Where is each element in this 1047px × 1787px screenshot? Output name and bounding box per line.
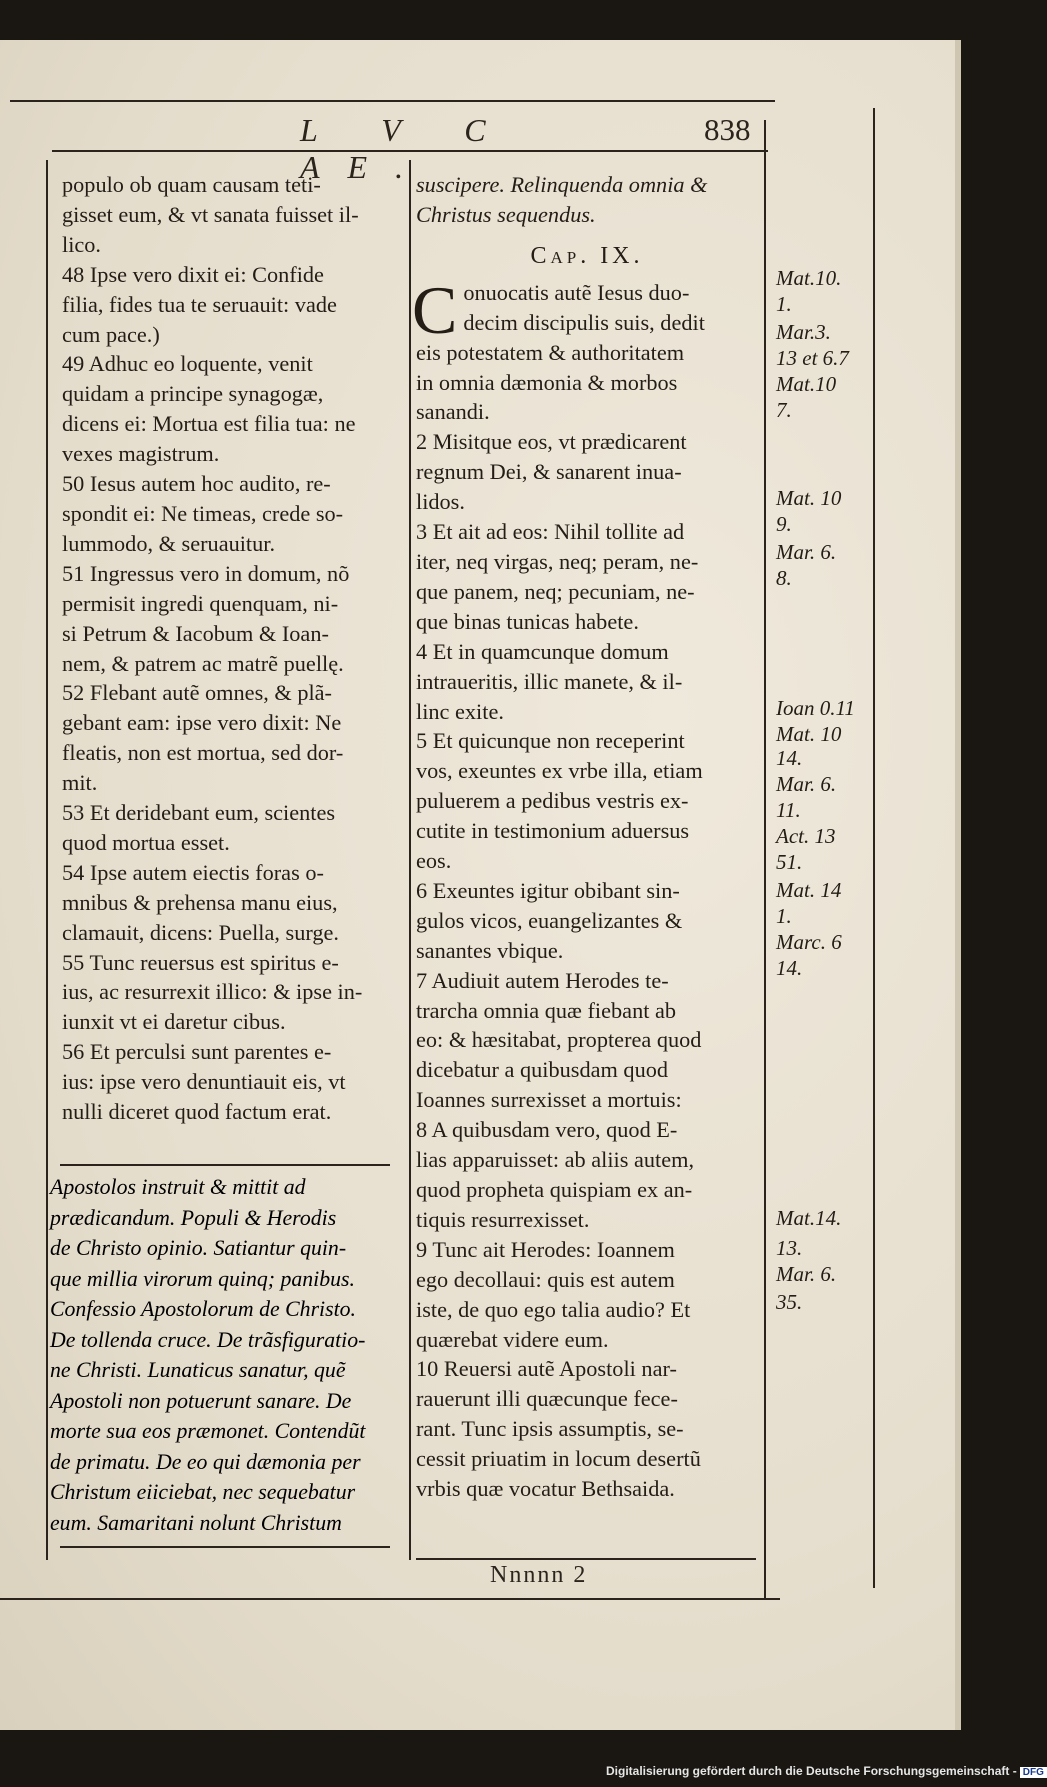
- verse-line: lico.: [62, 231, 102, 257]
- drop-capital: C: [412, 271, 458, 348]
- verse-line: in omnia dæmonia & morbos: [416, 369, 678, 395]
- summary-line: Christum eiiciebat, nec sequebatur: [50, 1480, 356, 1504]
- opening-line: onuocatis autẽ Iesus duo-: [463, 279, 690, 305]
- summary-line: Confessio Apostolorum de Christo.: [50, 1297, 356, 1321]
- left-column-rule: [46, 160, 48, 1560]
- verse-line: rauerunt illi quæcunque fece-: [416, 1386, 678, 1412]
- summary-top-rule: [60, 1164, 390, 1166]
- verse-line: quidam a principe synagogæ,: [62, 381, 324, 407]
- verse-line: quærebat videre eum.: [416, 1326, 609, 1352]
- margin-reference: 35.: [776, 1290, 803, 1314]
- verse-line: vexes magistrum.: [62, 441, 220, 467]
- verse-line: linc exite.: [416, 698, 504, 724]
- verse-line: regnum Dei, & sanarent inua-: [416, 459, 682, 485]
- verse-line: 7 Audiuit autem Herodes te-: [416, 967, 669, 993]
- verse-line: dicens ei: Mortua est filia tua: ne: [62, 411, 356, 437]
- verse-line: cum pace.): [62, 321, 160, 347]
- verse-line: 2 Misitque eos, vt prædicarent: [416, 429, 687, 455]
- dfg-logo: DFG: [1020, 1767, 1047, 1778]
- verse-line: quod propheta quispiam ex an-: [416, 1177, 693, 1202]
- verse-line: mit.: [62, 770, 98, 796]
- verse-line: lias apparuisset: ab aliis autem,: [416, 1147, 695, 1173]
- verse-line: 48 Ipse vero dixit ei: Confide: [62, 261, 324, 287]
- summary-line: Apostoli non potuerunt sanare. De: [50, 1388, 352, 1413]
- verse-line: rant. Tunc ipsis assumptis, se-: [416, 1416, 684, 1442]
- verse-line: ego decollaui: quis est autem: [416, 1266, 675, 1292]
- verse-line: gulos vicos, euangelizantes &: [416, 907, 683, 933]
- verse-line: 5 Et quicunque non receperint: [416, 728, 685, 754]
- verse-line: iunxit vt ei daretur cibus.: [62, 1009, 286, 1035]
- verse-line: 50 Iesus autem hoc audito, re-: [62, 471, 331, 497]
- margin-reference: Mat. 10: [776, 486, 842, 510]
- intro-line: Christus sequendus.: [416, 201, 596, 227]
- margin-reference: Marc. 6: [776, 930, 842, 954]
- verse-line: 9 Tunc ait Herodes: Ioannem: [416, 1236, 675, 1262]
- verse-line: intraueritis, illic manete, & il-: [416, 668, 683, 694]
- margin-reference: 7.: [776, 398, 792, 422]
- verse-line: 51 Ingressus vero in domum, nõ: [62, 560, 350, 586]
- summary-bottom-rule: [60, 1546, 390, 1548]
- outer-margin-rule: [873, 108, 875, 1588]
- margin-reference: Act. 13: [776, 824, 836, 848]
- verse-line: eo: & hæsitabat, propterea quod: [416, 1027, 702, 1053]
- verse-line: mnibus & prehensa manu eius,: [62, 889, 338, 915]
- verse-line: puluerem a pedibus vestris ex-: [416, 788, 689, 814]
- verse-line: dicebatur a quibusdam quod: [416, 1057, 669, 1083]
- verse-line: 52 Flebant autẽ omnes, & plã-: [62, 680, 332, 706]
- verse-line: 56 Et perculsi sunt parentes e-: [62, 1039, 332, 1065]
- verse-line: cessit priuatim in locum desertũ: [416, 1446, 701, 1472]
- verse-line: gebant eam: ipse vero dixit: Ne: [62, 710, 342, 736]
- digitization-credit: [606, 1764, 1047, 1778]
- verse-line: clamauit, dicens: Puella, surge.: [62, 919, 339, 945]
- verse-line: lummodo, & seruauitur.: [62, 530, 276, 556]
- chapter-title: Cap. IX.: [530, 242, 644, 269]
- summary-line: ne Christi. Lunaticus sanatur, quẽ: [50, 1358, 346, 1382]
- verse-line: eis potestatem & authoritatem: [416, 339, 685, 365]
- verse-line: sanandi.: [416, 399, 490, 425]
- verse-line: gisset eum, & vt sanata fuisset il-: [62, 201, 359, 227]
- margin-divider: [764, 120, 766, 1600]
- margin-reference: 14.: [776, 956, 803, 980]
- running-head: L V C AE.: [300, 112, 514, 185]
- margin-reference: 1.: [776, 292, 792, 316]
- summary-line: Apostolos instruit & mittit ad: [50, 1175, 306, 1199]
- summary-line: eum. Samaritani nolunt Christum: [50, 1510, 342, 1535]
- verse-line: filia, fides tua te seruauit: vade: [62, 291, 337, 317]
- verse-line: 55 Tunc reuersus est spiritus e-: [62, 949, 339, 975]
- verse-line: que binas tunicas habete.: [416, 608, 639, 634]
- signature-mark: Nnnnn 2: [490, 1562, 588, 1588]
- chapter-opening: [412, 271, 758, 348]
- verse-line: permisit ingredi quenquam, ni-: [62, 590, 339, 616]
- verse-line: que panem, neq; pecuniam, ne-: [416, 578, 695, 604]
- chapter-text: [416, 338, 758, 1504]
- right-column-bottom-rule: [416, 1558, 756, 1560]
- left-column: [62, 170, 404, 1127]
- verse-line: 53 Et deridebant eum, scientes: [62, 800, 336, 826]
- margin-reference: 13 et 6.7: [776, 346, 849, 370]
- verse-line: lidos.: [416, 489, 465, 515]
- margin-reference: 8.: [776, 566, 792, 590]
- summary-line: de Christo opinio. Satiantur quin-: [50, 1236, 347, 1260]
- credit-text: Digitalisierung gefördert durch die Deutsche Forschungsgemeinschaft -: [606, 1764, 1017, 1778]
- page-number: 838: [704, 112, 751, 147]
- verse-line: 6 Exeuntes igitur obibant sin-: [416, 877, 680, 903]
- verse-line: Ioannes surrexisset a mortuis:: [416, 1087, 682, 1113]
- verse-line: iste, de quo ego talia audio? Et: [416, 1296, 691, 1322]
- summary-line: morte sua eos præmonet. Contendũt: [50, 1419, 366, 1443]
- verse-line: populo ob quam causam teti-: [62, 172, 321, 197]
- verse-line: 10 Reuersi autẽ Apostoli nar-: [416, 1356, 677, 1382]
- verse-line: 3 Et ait ad eos: Nihil tollite ad: [416, 519, 685, 545]
- verse-line: nulli diceret quod factum erat.: [62, 1099, 332, 1125]
- verse-line: fleatis, non est mortua, sed dor-: [62, 740, 344, 766]
- verse-line: nem, & patrem ac matrẽ puellę.: [62, 650, 344, 676]
- margin-reference: Ioan 0.11: [776, 696, 855, 720]
- margin-reference: 14.: [776, 746, 803, 770]
- verse-line: ius, ac resurrexit illico: & ipse in-: [62, 979, 363, 1005]
- margin-reference: 1.: [776, 904, 792, 928]
- margin-reference: 11.: [776, 798, 801, 822]
- right-column: [412, 170, 758, 1504]
- chapter-summary: [50, 1172, 402, 1538]
- verse-line: quod mortua esset.: [62, 829, 230, 855]
- summary-line: que millia virorum quinq; panibus.: [50, 1266, 355, 1291]
- margin-reference: 9.: [776, 512, 792, 536]
- header-top-rule: [10, 100, 775, 102]
- verse-line: eos.: [416, 848, 452, 874]
- column-divider: [409, 160, 411, 1560]
- margin-reference: Mat. 10: [776, 722, 842, 746]
- margin-reference: Mat.10.: [776, 266, 842, 290]
- verse-line: spondit ei: Ne timeas, crede so-: [62, 500, 344, 526]
- verse-line: 4 Et in quamcunque domum: [416, 638, 669, 664]
- footer-rule: [0, 1598, 780, 1600]
- verse-line: cutite in testimonium aduersus: [416, 818, 690, 844]
- verse-line: 54 Ipse autem eiectis foras o-: [62, 859, 324, 885]
- margin-reference: Mar. 6.: [776, 540, 837, 564]
- margin-reference: Mar. 6.: [776, 772, 837, 796]
- verse-line: 49 Adhuc eo loquente, venit: [62, 351, 313, 377]
- verse-line: vos, exeuntes ex vrbe illa, etiam: [416, 758, 703, 784]
- margin-reference: Mar.3.: [776, 320, 831, 344]
- summary-line: de primatu. De eo qui dæmonia per: [50, 1449, 361, 1474]
- verse-line: tiquis resurrexisset.: [416, 1206, 590, 1232]
- margin-reference: 13.: [776, 1236, 803, 1260]
- intro-line: suscipere. Relinquenda omnia &: [416, 172, 708, 197]
- margin-reference: Mat.14.: [776, 1206, 842, 1230]
- opening-line: decim discipulis suis, dedit: [463, 309, 705, 335]
- margin-reference: 51.: [776, 850, 803, 874]
- verse-line: vrbis quæ vocatur Bethsaida.: [416, 1476, 675, 1502]
- summary-line: De tollenda cruce. De trãsfiguratio-: [50, 1327, 366, 1352]
- margin-reference: Mat. 14: [776, 878, 842, 902]
- margin-reference: Mat.10: [776, 372, 837, 396]
- verse-line: sanantes vbique.: [416, 937, 564, 963]
- verse-line: si Petrum & Iacobum & Ioan-: [62, 620, 329, 646]
- summary-line: prædicandum. Populi & Herodis: [50, 1205, 337, 1230]
- verse-line: iter, neq virgas, neq; peram, ne-: [416, 548, 699, 574]
- verse-line: trarcha omnia quæ fiebant ab: [416, 997, 677, 1023]
- margin-reference: Mar. 6.: [776, 1262, 837, 1286]
- verse-line: 8 A quibusdam vero, quod E-: [416, 1117, 678, 1143]
- verse-line: ius: ipse vero denuntiauit eis, vt: [62, 1069, 346, 1095]
